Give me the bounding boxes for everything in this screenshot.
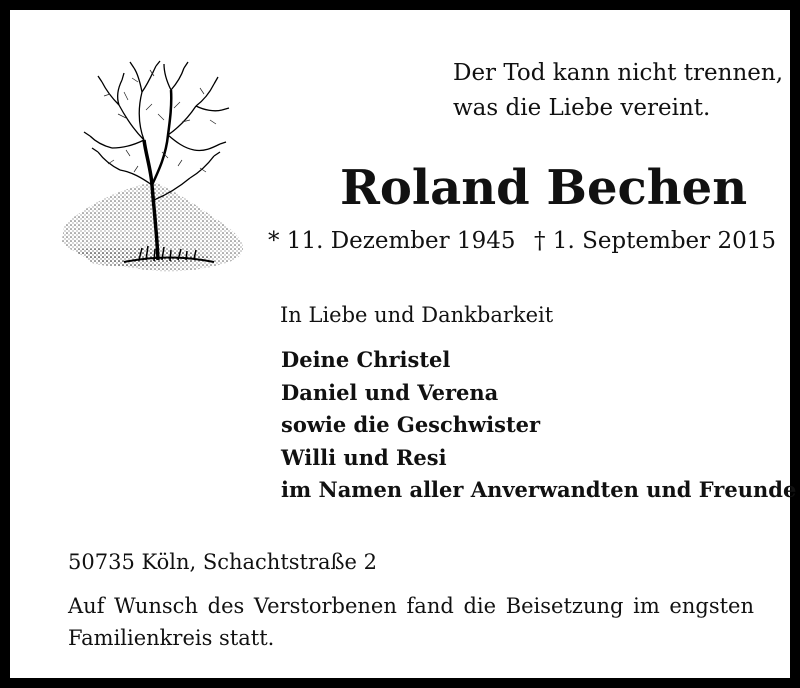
birth-date: * 11. Dezember 1945 <box>268 228 516 254</box>
mourner-line: Deine Christel <box>281 347 451 372</box>
mourner-line: im Namen aller Anverwandten und Freunde <box>281 477 797 502</box>
deceased-name: Roland Bechen <box>340 160 748 216</box>
mourner-line: Willi und Resi <box>281 444 447 470</box>
mourners-intro: In Liebe und Dankbarkeit <box>280 303 554 327</box>
death-date: † 1. September 2015 <box>534 228 776 254</box>
mourners-list <box>281 344 796 507</box>
quote-line-1: Der Tod kann nicht trennen, <box>453 60 784 86</box>
address: 50735 Köln, Schachtstraße 2 <box>68 550 378 574</box>
tree-icon <box>54 60 259 285</box>
mourner-line: Daniel und Verena <box>281 379 499 405</box>
burial-note: Auf Wunsch des Verstorbenen fand die Beisetzung im engsten Familienkreis statt. <box>68 594 754 650</box>
quote <box>453 56 783 126</box>
mourner-line: sowie die Geschwister <box>281 412 541 437</box>
quote-line-2: was die Liebe vereint. <box>453 95 711 121</box>
